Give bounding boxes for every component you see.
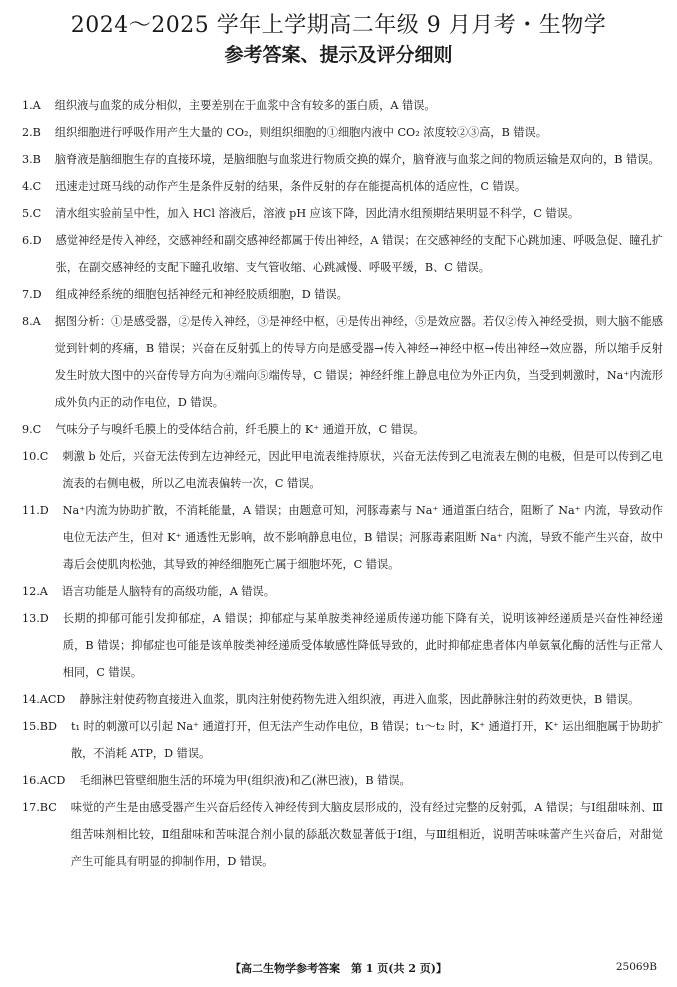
answer-number: 10.C (22, 450, 49, 463)
answer-item (22, 578, 663, 605)
answer-text: 组成神经系统的细胞包括神经元和神经胶质细胞，D 错误。 (55, 288, 348, 301)
answer-text: 脑脊液是脑细胞生存的直接环境，是脑细胞与血浆进行物质交换的媒介，脑脊液与血浆之间的物质运输是双向的，B 错误。 (54, 153, 660, 166)
answer-item (22, 227, 663, 281)
answer-list (22, 92, 663, 875)
answer-item (22, 92, 663, 119)
document-code: 25069B (615, 961, 657, 973)
answer-text: 迅速走过斑马线的动作产生是条件反射的结果，条件反射的存在能提高机体的适应性，C 错误。 (55, 180, 527, 193)
answer-item (22, 686, 663, 713)
answer-item (22, 308, 663, 416)
page-subtitle: 参考答案、提示及评分细则 (224, 44, 453, 66)
answer-number: 16.ACD (22, 774, 66, 787)
answer-text: 语言功能是人脑特有的高级功能，A 错误。 (61, 585, 275, 598)
answer-text: 组织液与血浆的成分相似，主要差别在于血浆中含有较多的蛋白质，A 错误。 (54, 99, 436, 112)
answer-item (22, 173, 663, 200)
answer-number: 4.C (22, 180, 42, 193)
answer-number: 7.D (22, 288, 42, 301)
answer-text: t₁ 时的刺激可以引起 Na⁺ 通道打开，但无法产生动作电位，B 错误；t₁～t₂ 时，K⁺ 通道打开，K⁺ 运出细胞属于协助扩散，不消耗 ATP，D 错误。 (70, 720, 663, 760)
answer-text: 长期的抑郁可能引发抑郁症，A 错误；抑郁症与某单胺类神经递质传递功能下降有关，说明该神经递质是兴奋性神经递质，B 错误；抑郁症也可能是该单胺类神经递质受体敏感性降低导致的，此时抑郁症患者体内单氨氧化酶的活性与正常人相同，C 错误。 (62, 612, 663, 679)
answer-number: 3.B (22, 153, 41, 166)
answer-number: 11.D (22, 504, 49, 517)
answer-text: 毛细淋巴管壁细胞生活的环境为甲(组织液)和乙(淋巴液)，B 错误。 (79, 774, 411, 787)
answer-text: 刺激 b 处后，兴奋无法传到左边神经元，因此甲电流表维持原状，兴奋无法传到乙电流表左侧的电极，但是可以传到乙电流表的右侧电极，所以乙电流表偏转一次，C 错误。 (62, 450, 663, 490)
answer-item (22, 119, 663, 146)
answer-item (22, 497, 663, 578)
answer-number: 1.A (22, 99, 41, 112)
page-footer: 【高二生物学参考答案 第 1 页(共 2 页)】 (229, 962, 448, 975)
answer-text: 感觉神经是传入神经，交感神经和副交感神经都属于传出神经，A 错误；在交感神经的支配下心跳加速、呼吸急促、瞳孔扩张，在副交感神经的支配下瞳孔收缩、支气管收缩、心跳减慢、呼吸平缓，B、C 错误。 (55, 234, 663, 274)
answer-item (22, 416, 663, 443)
answer-number: 6.D (22, 234, 42, 247)
answer-text: 组织细胞进行呼吸作用产生大量的 CO₂，则组织细胞的①细胞内液中 CO₂ 浓度较②③高，B 错误。 (54, 126, 547, 139)
page-title: 2024～2025 学年上学期高二年级 9 月月考・生物学 (70, 13, 607, 38)
answer-number: 14.ACD (22, 693, 66, 706)
answer-item (22, 713, 663, 767)
answer-number: 15.BD (22, 720, 57, 733)
answer-number: 5.C (22, 207, 42, 220)
answer-number: 12.A (22, 585, 48, 598)
answer-item (22, 281, 663, 308)
answer-item (22, 146, 663, 173)
answer-item (22, 605, 663, 686)
answer-item (22, 200, 663, 227)
answer-number: 8.A (22, 315, 41, 328)
answer-item (22, 794, 663, 875)
answer-item (22, 443, 663, 497)
answer-number: 9.C (22, 423, 42, 436)
answer-text: 味觉的产生是由感受器产生兴奋后经传入神经传到大脑皮层形成的，没有经过完整的反射弧，A 错误；与Ⅰ组甜味剂、Ⅲ组苦味剂相比较，Ⅱ组甜味和苦味混合剂小鼠的舔舐次数显著低于Ⅰ组，与Ⅲ组相近，说明苦味味蕾产生兴奋后，对甜觉产生可能具有明显的抑制作用，D 错误。 (70, 801, 663, 868)
answer-text: 静脉注射使药物直接进入血浆，肌肉注射使药物先进入组织液，再进入血浆，因此静脉注射的药效更快，B 错误。 (79, 693, 640, 706)
answer-text: 气味分子与嗅纤毛膜上的受体结合前，纤毛膜上的 K⁺ 通道开放，C 错误。 (55, 423, 425, 436)
answer-number: 17.BC (22, 801, 57, 814)
answer-number: 2.B (22, 126, 41, 139)
answer-text: Na⁺内流为协助扩散，不消耗能量，A 错误；由题意可知，河豚毒素与 Na⁺ 通道蛋白结合，阻断了 Na⁺ 内流，导致动作电位无法产生，但对 K⁺ 通透性无影响，故不影响静息电位，B 错误；河豚毒素阻断 Na⁺ 内流，导致不能产生兴奋，故中毒后会使肌肉松弛，其导致的神经细胞死亡属于细胞坏死，C 错误。 (62, 504, 663, 571)
answer-number: 13.D (22, 612, 49, 625)
answer-item (22, 767, 663, 794)
answer-text: 据图分析：①是感受器，②是传入神经，③是神经中枢，④是传出神经，⑤是效应器。若仅②传入神经受损，则大脑不能感觉到针刺的疼痛，B 错误；兴奋在反射弧上的传导方向是感受器→传入神经→神经中枢→传出神经→效应器，所以缩手反射发生时放大图中的兴奋传导方向为④端向⑤端传导，C 错误；神经纤维上静息电位为外正内负，当受到刺激时，Na⁺内流形成外负内正的动作电位，D 错误。 (54, 315, 663, 409)
answer-text: 清水组实验前呈中性，加入 HCl 溶液后，溶液 pH 应该下降，因此清水组预期结果明显不科学，C 错误。 (55, 207, 580, 220)
